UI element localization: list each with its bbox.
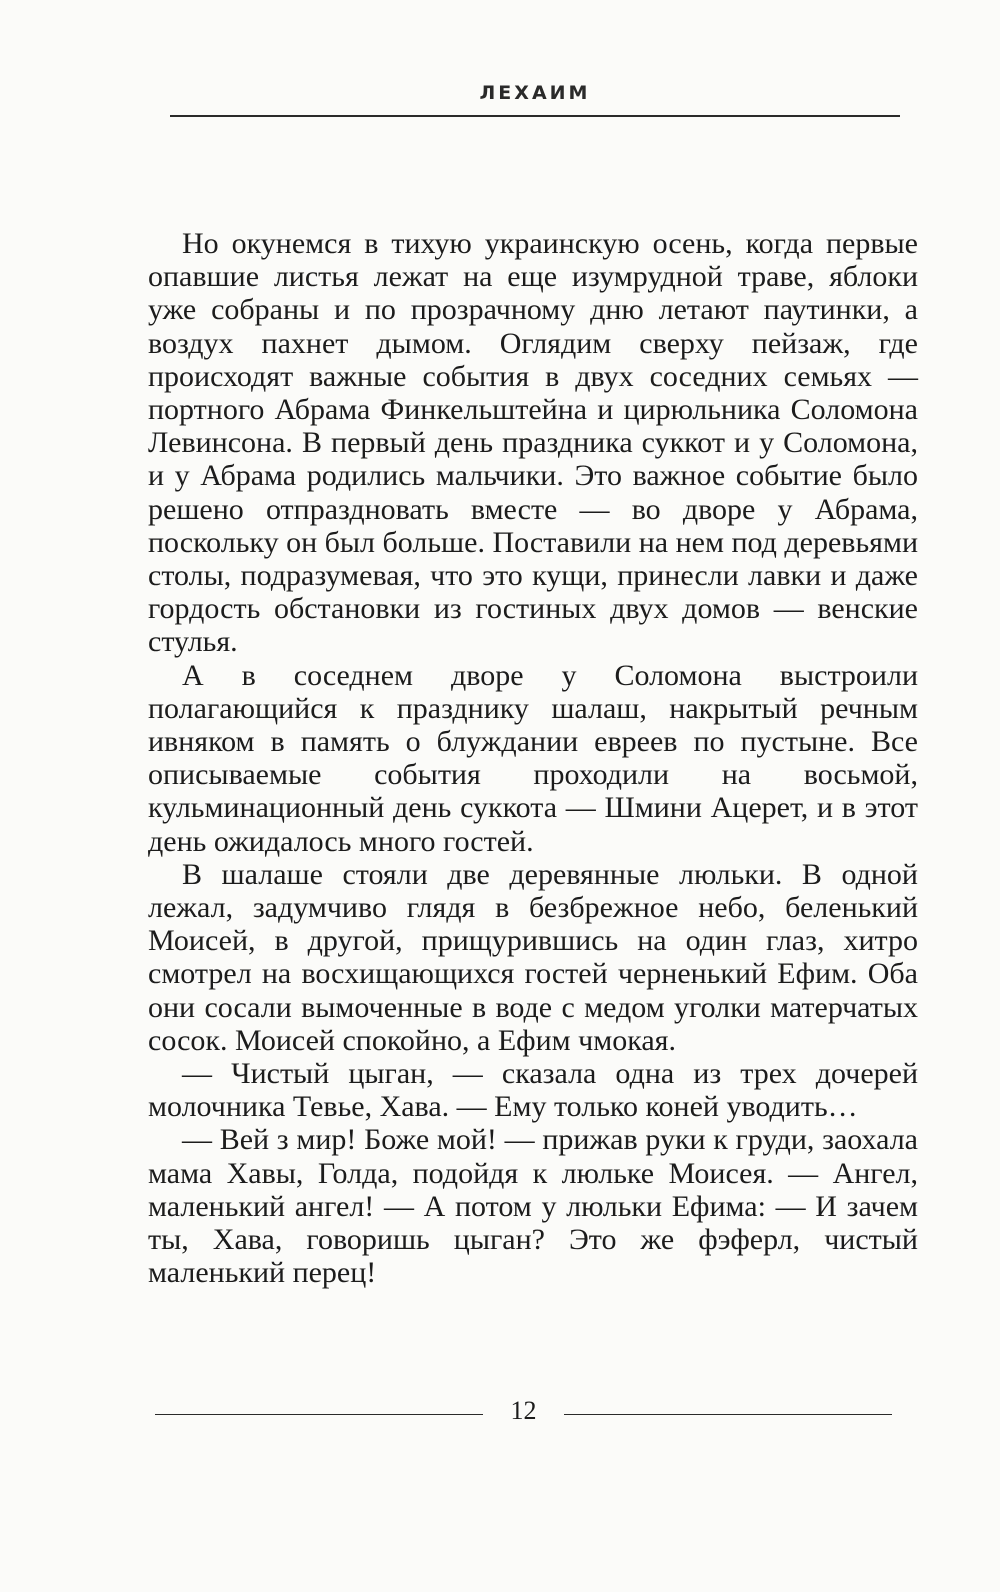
paragraph: — Чистый цыган, — сказала одна из трех дочерей молочника Тевье, Хава. — Ему только коней уводить… [148, 1057, 918, 1124]
body-text [148, 227, 918, 1290]
running-header [170, 82, 900, 122]
header-rule [170, 115, 900, 117]
page-footer [155, 1396, 892, 1436]
paragraph: — Вей з мир! Боже мой! — прижав руки к груди, заохала мама Хавы, Голда, подойдя к люльке Моисея. — Ангел, маленький ангел! — А потом у люльки Ефима: — И зачем ты, Хава, говоришь цыган? Это же фэферл, чистый маленький перец! [148, 1123, 918, 1290]
paragraph: А в соседнем дворе у Соломона выстроили полагающийся к празднику шалаш, накрытый речным ивняком в память о блуждании евреев по пустыне. Все описываемые события проходили на восьмой, кульминационный день суккота — Шмини Ацерет, и в этот день ожидалось много гостей. [148, 658, 918, 858]
paragraph: Но окунемся в тихую украинскую осень, когда первые опавшие листья лежат на еще изумрудной траве, яблоки уже собраны и по прозрачному дню летают паутинки, а воздух пахнет дымом. Оглядим сверху пейзаж, где происходят важные события в двух соседних семьях — портного Абрама Финкельштейна и цирюльника Соломона Левинсона. В первый день праздника суккот и у Соломона, и у Абрама родились мальчики. Это важное событие было решено отпраздновать вместе — во дворе у Абрама, поскольку он был больше. Поставили на нем под деревьями столы, подразумевая, что это кущи, принесли лавки и даже гордость обстановки из гостиных двух домов — венские стулья. [148, 227, 918, 659]
running-header-title: ЛЕХАИМ [479, 82, 591, 104]
footer-rule-right [564, 1414, 892, 1415]
page-number: 12 [510, 1396, 537, 1425]
paragraph: В шалаше стояли две деревянные люльки. В одной лежал, задумчиво глядя в безбрежное небо, беленький Моисей, в другой, прищурившись на один глаз, хитро смотрел на восхищающихся гостей черненький Ефим. Оба они сосали вымоченные в воде с медом уголки матерчатых сосок. Моисей спокойно, а Ефим чмокая. [148, 857, 918, 1057]
